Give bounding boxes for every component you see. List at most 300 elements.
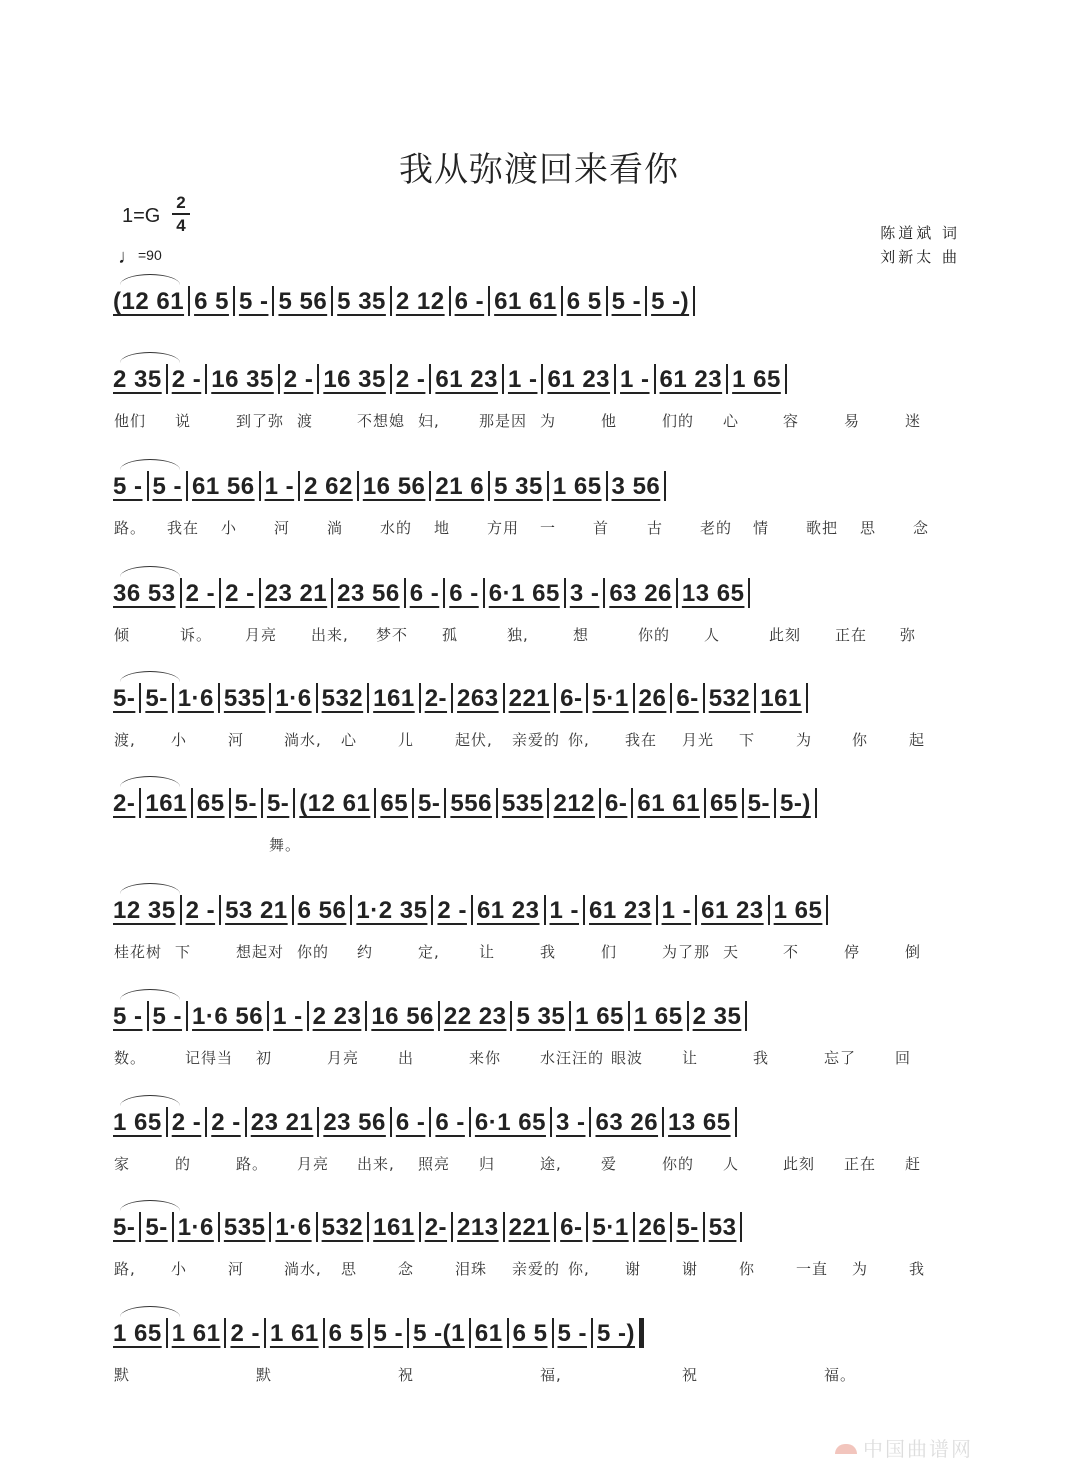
measure: 1 61: [269, 1320, 319, 1347]
lyric: 你,: [568, 731, 590, 749]
lyric: 方用: [487, 519, 520, 537]
measure: 1 -: [264, 473, 295, 500]
notation-line: [113, 683, 965, 723]
measure: 5 35: [337, 288, 386, 315]
lyric: 的: [175, 1155, 192, 1173]
lyric: 到了弥: [236, 412, 285, 430]
notation-line: [113, 286, 965, 326]
barline: [368, 1318, 370, 1348]
lyric: 祝: [398, 1366, 415, 1384]
lyric: 此刻: [769, 626, 802, 644]
lyricist-credit: 陈道斌 词: [880, 224, 960, 242]
barline: [139, 683, 141, 713]
barline: [267, 1001, 269, 1031]
slur-mark: [120, 274, 180, 285]
measure: 2 -: [211, 1109, 241, 1136]
slur-mark: [120, 1306, 180, 1317]
lyric: 河: [228, 731, 245, 749]
barline: [367, 1212, 369, 1242]
notation-line: [113, 1107, 965, 1147]
lyric: 回: [895, 1049, 912, 1067]
measure: 3 -: [569, 580, 600, 607]
measure: 21 6: [435, 473, 485, 500]
lyric: 首: [593, 519, 610, 537]
measure: 5 -: [238, 288, 269, 315]
barline: [662, 1107, 664, 1137]
measure: 61 56: [192, 473, 255, 500]
lyric: 正在: [844, 1155, 877, 1173]
measure: 16 56: [371, 1003, 434, 1030]
barline: [815, 788, 817, 818]
measure: 1 65: [773, 897, 823, 924]
measure: 161: [373, 1214, 415, 1241]
barline: [603, 578, 605, 608]
slur-mark: [120, 989, 180, 1000]
barline: [429, 1107, 431, 1137]
notation-line: [113, 1318, 965, 1358]
barline: [419, 683, 421, 713]
barline: [317, 1107, 319, 1137]
lyric: 河: [274, 519, 291, 537]
barline: [631, 788, 633, 818]
lyric: 他们: [114, 412, 147, 430]
lyric: 倒: [905, 943, 922, 961]
measure: 556: [450, 790, 492, 817]
barline: [826, 895, 828, 925]
lyric: 为了那: [662, 943, 711, 961]
lyric: 思: [341, 1260, 358, 1278]
lyric: 来你: [469, 1049, 502, 1067]
lyric: 小: [221, 519, 238, 537]
barline: [412, 788, 414, 818]
measure: 23 56: [337, 580, 400, 607]
barline: [188, 286, 190, 316]
measure: 5-: [266, 790, 290, 817]
lyric: 诉。: [180, 626, 213, 644]
barline: [586, 1212, 588, 1242]
lyric: 家: [114, 1155, 131, 1173]
lyric: 一: [540, 519, 557, 537]
barline: [172, 1212, 174, 1242]
lyric: 容: [783, 412, 800, 430]
measure: 1·6: [275, 685, 312, 712]
lyric: 独,: [507, 626, 529, 644]
lyric: 小: [171, 731, 188, 749]
lyric: 你的: [638, 626, 671, 644]
measure: 1·6: [275, 1214, 312, 1241]
barline: [407, 1318, 409, 1348]
lyric: 淌水,: [284, 1260, 322, 1278]
lyric: 月亮: [327, 1049, 360, 1067]
lyric: 赶: [905, 1155, 922, 1173]
measure: 1 -: [661, 897, 692, 924]
measure: 6·1 65: [488, 580, 560, 607]
slur-mark: [120, 776, 180, 787]
barline: [219, 578, 221, 608]
measure: 6-: [560, 1214, 583, 1241]
barline: [357, 471, 359, 501]
barline: [172, 683, 174, 713]
barline: [390, 286, 392, 316]
lyric: 说: [175, 412, 192, 430]
measure: 5 -): [597, 1320, 636, 1347]
barline: [569, 1001, 571, 1031]
measure: 535: [223, 1214, 266, 1241]
barline: [693, 286, 695, 316]
measure: 16 35: [323, 366, 386, 393]
time-signature-top: 2: [176, 193, 186, 212]
lyric: 起伏,: [455, 731, 493, 749]
lyric: 人: [704, 626, 721, 644]
barline: [229, 788, 231, 818]
lyric: 停: [844, 943, 861, 961]
barline: [704, 788, 706, 818]
lyric: 们的: [662, 412, 695, 430]
barline: [547, 788, 549, 818]
measure: 6 5: [194, 288, 229, 315]
measure: 5 -: [152, 1003, 183, 1030]
lyric: 河: [228, 1260, 245, 1278]
measure: 1 65: [732, 366, 781, 393]
key-signature: 1=G: [122, 205, 161, 227]
measure: 212: [553, 790, 596, 817]
lyric: 出: [398, 1049, 415, 1067]
lyric: 下: [739, 731, 756, 749]
measure: 5 -: [611, 288, 642, 315]
measure: 61 23: [701, 897, 764, 924]
barline: [180, 895, 182, 925]
lyric: 忘了: [824, 1049, 857, 1067]
lyric: 水汪汪的: [540, 1049, 605, 1067]
barline: [774, 788, 776, 818]
barline: [180, 578, 182, 608]
measure: 5-: [418, 790, 441, 817]
barline: [233, 286, 235, 316]
lyric: 天: [723, 943, 740, 961]
notation-line: [113, 578, 965, 618]
barline: [331, 578, 333, 608]
barline: [166, 1318, 168, 1348]
tempo-marking: [118, 246, 162, 269]
measure: 6-: [605, 790, 628, 817]
barline: [331, 286, 333, 316]
measure: 6 5: [328, 1320, 364, 1347]
lyric: 人: [723, 1155, 740, 1173]
lyric: 情: [753, 519, 770, 537]
lyric: 妇,: [418, 412, 440, 430]
slur-mark: [120, 1095, 180, 1106]
measure: 26: [638, 1214, 667, 1241]
barline: [670, 1212, 672, 1242]
barline: [503, 1212, 505, 1242]
measure: 5·1: [592, 685, 629, 712]
time-signature: [172, 193, 190, 235]
measure: 61 23: [547, 366, 611, 393]
barline: [147, 471, 149, 501]
slur-mark: [120, 1200, 180, 1211]
lyric: 记得当: [185, 1049, 234, 1067]
barline: [507, 1318, 509, 1348]
measure: 2 -: [185, 897, 216, 924]
measure: 5-: [113, 685, 136, 712]
measure: 36 53: [113, 580, 176, 607]
barline: [404, 578, 406, 608]
barline: [745, 1001, 747, 1031]
measure: 213: [457, 1214, 499, 1241]
measure: 23 56: [323, 1109, 386, 1136]
lyric: 不想媳: [357, 412, 406, 430]
notation-line: [113, 1001, 965, 1041]
lyric: 眼波: [611, 1049, 644, 1067]
lyric: 不: [783, 943, 800, 961]
measure: 6 5: [566, 288, 602, 315]
measure: 2 -: [437, 897, 467, 924]
barline: [726, 364, 728, 394]
barline: [591, 1318, 593, 1348]
lyric: 你: [852, 731, 869, 749]
barline: [261, 788, 263, 818]
lyric: 福,: [540, 1366, 562, 1384]
measure: 5 35: [516, 1003, 566, 1030]
measure: 532: [708, 685, 751, 712]
tempo-value: =90: [138, 247, 162, 263]
measure: 53 21: [225, 897, 288, 924]
barline: [654, 364, 656, 394]
lyric: 桂花树: [114, 943, 163, 961]
measure: 23 21: [264, 580, 328, 607]
measure: 5-: [676, 1214, 699, 1241]
measure: 5-: [145, 1214, 168, 1241]
barline: [561, 286, 563, 316]
measure: 2 -: [225, 580, 255, 607]
measure: 1 65: [113, 1320, 162, 1347]
barline: [676, 578, 678, 608]
lyric: 迷: [905, 412, 922, 430]
measure: 6·1 65: [474, 1109, 546, 1136]
measure: 535: [501, 790, 544, 817]
measure: 61 23: [589, 897, 652, 924]
barline: [350, 895, 352, 925]
barline: [541, 364, 543, 394]
lyric: 心: [723, 412, 740, 430]
barline: [374, 788, 376, 818]
measure: 2-: [424, 1214, 448, 1241]
lyric: 想起对: [236, 943, 285, 961]
barline: [554, 683, 556, 713]
measure: 5-: [234, 790, 257, 817]
barline: [419, 1212, 421, 1242]
barline: [218, 1212, 220, 1242]
measure: 2 12: [395, 288, 445, 315]
lyric: 爱: [601, 1155, 618, 1173]
measure: (12 61: [113, 288, 185, 315]
measure: 161: [373, 685, 415, 712]
measure: 6 -: [395, 1109, 426, 1136]
lyric: 念: [398, 1260, 415, 1278]
lyric: 孤: [442, 626, 459, 644]
measure: 5 -: [373, 1320, 404, 1347]
lyric: 倾: [114, 626, 131, 644]
lyric: 此刻: [783, 1155, 816, 1173]
barline: [628, 1001, 630, 1031]
barline: [656, 895, 658, 925]
barline: [742, 788, 744, 818]
barline: [316, 1212, 318, 1242]
slur-mark: [120, 671, 180, 682]
lyric: 们: [601, 943, 618, 961]
barline: [488, 286, 490, 316]
measure: 1 -: [620, 366, 650, 393]
lyric: 渡: [297, 412, 314, 430]
measure: 161: [145, 790, 187, 817]
lyric: 起: [909, 731, 926, 749]
barline: [544, 895, 546, 925]
barline: [186, 1001, 188, 1031]
measure: 5 -: [113, 473, 143, 500]
lyric: 古: [647, 519, 664, 537]
measure: 26: [638, 685, 667, 712]
lyric: 亲爱的: [512, 731, 561, 749]
slur-mark: [120, 566, 180, 577]
barline: [606, 286, 608, 316]
lyric: 淌: [327, 519, 344, 537]
measure: 2 62: [304, 473, 353, 500]
measure: 1 61: [171, 1320, 221, 1347]
measure: 1·2 35: [356, 897, 428, 924]
slur-mark: [120, 883, 180, 894]
final-barline: [639, 1318, 644, 1348]
barline: [451, 1212, 453, 1242]
measure: 532: [321, 685, 364, 712]
lyric: 念: [913, 519, 930, 537]
notation-line: [113, 788, 965, 828]
measure: 5-): [779, 790, 811, 817]
barline: [471, 895, 473, 925]
barline: [503, 683, 505, 713]
lyric: 儿: [398, 731, 415, 749]
measure: 6 -: [454, 288, 485, 315]
lyric: 我: [909, 1260, 926, 1278]
barline: [449, 286, 451, 316]
barline: [317, 364, 319, 394]
lyric: 水的: [380, 519, 413, 537]
barline: [510, 1001, 512, 1031]
lyric: 月亮: [245, 626, 278, 644]
measure: 5 -): [651, 288, 690, 315]
measure: 263: [457, 685, 499, 712]
lyric: 月亮: [297, 1155, 330, 1173]
composer-credit: 刘新太 曲: [880, 248, 960, 266]
barline: [488, 471, 490, 501]
barline: [429, 471, 431, 501]
lyric: 我在: [167, 519, 200, 537]
measure: 5 -: [152, 473, 183, 500]
barline: [139, 788, 141, 818]
barline: [205, 1107, 207, 1137]
measure: 2 -: [171, 366, 202, 393]
measure: 5 35: [494, 473, 543, 500]
lyric: 小: [171, 1260, 188, 1278]
barline: [633, 1212, 635, 1242]
barline: [547, 471, 549, 501]
notation-line: [113, 364, 965, 404]
barline: [670, 683, 672, 713]
notation-line: [113, 471, 965, 511]
measure: 3 56: [611, 473, 661, 500]
barline: [606, 471, 608, 501]
lyric: 你的: [662, 1155, 695, 1173]
watermark-text: 中国曲谱网: [863, 1437, 973, 1461]
lyric: 让: [479, 943, 496, 961]
lyric: 弥: [900, 626, 917, 644]
measure: (12 61: [299, 790, 371, 817]
barline: [687, 1001, 689, 1031]
barline: [703, 1212, 705, 1242]
barline: [166, 364, 168, 394]
lyric: 出来,: [357, 1155, 395, 1173]
lyric: 照亮: [418, 1155, 451, 1173]
measure: 1 -: [507, 366, 538, 393]
measure: 6 -: [409, 580, 440, 607]
watermark-logo-icon: [835, 1444, 857, 1454]
lyric: 正在: [835, 626, 868, 644]
lyric: 定,: [418, 943, 440, 961]
barline: [269, 1212, 271, 1242]
barline: [735, 1107, 737, 1137]
barline: [429, 364, 431, 394]
lyric: 谢: [682, 1260, 699, 1278]
barline: [259, 471, 261, 501]
measure: 61 61: [637, 790, 700, 817]
measure: 12 35: [113, 897, 176, 924]
barline: [316, 683, 318, 713]
barline: [554, 1212, 556, 1242]
lyric: 下: [175, 943, 192, 961]
measure: 16 56: [362, 473, 426, 500]
lyric: 途,: [540, 1155, 562, 1173]
measure: 221: [508, 685, 551, 712]
barline: [438, 1001, 440, 1031]
barline: [431, 895, 433, 925]
lyric: 路。: [236, 1155, 269, 1173]
measure: 16 35: [211, 366, 274, 393]
measure: 6-: [560, 685, 583, 712]
measure: 221: [508, 1214, 551, 1241]
measure: 1 65: [633, 1003, 683, 1030]
barline: [599, 788, 601, 818]
barline: [245, 1107, 247, 1137]
barline: [469, 1318, 471, 1348]
measure: 5 -(1: [413, 1320, 465, 1347]
measure: 23 21: [250, 1109, 314, 1136]
lyric: 路,: [114, 1260, 136, 1278]
measure: 2 23: [312, 1003, 362, 1030]
barline: [695, 895, 697, 925]
barline: [483, 578, 485, 608]
barline: [390, 364, 392, 394]
measure: 61 23: [435, 366, 498, 393]
barline: [269, 683, 271, 713]
lyric: 我: [753, 1049, 770, 1067]
lyric: 亲爱的: [512, 1260, 561, 1278]
measure: 2 35: [113, 366, 162, 393]
lyric: 我: [540, 943, 557, 961]
barline: [664, 471, 666, 501]
barline: [205, 364, 207, 394]
lyric: 他: [601, 412, 618, 430]
barline: [768, 895, 770, 925]
measure: 1 -: [549, 897, 580, 924]
